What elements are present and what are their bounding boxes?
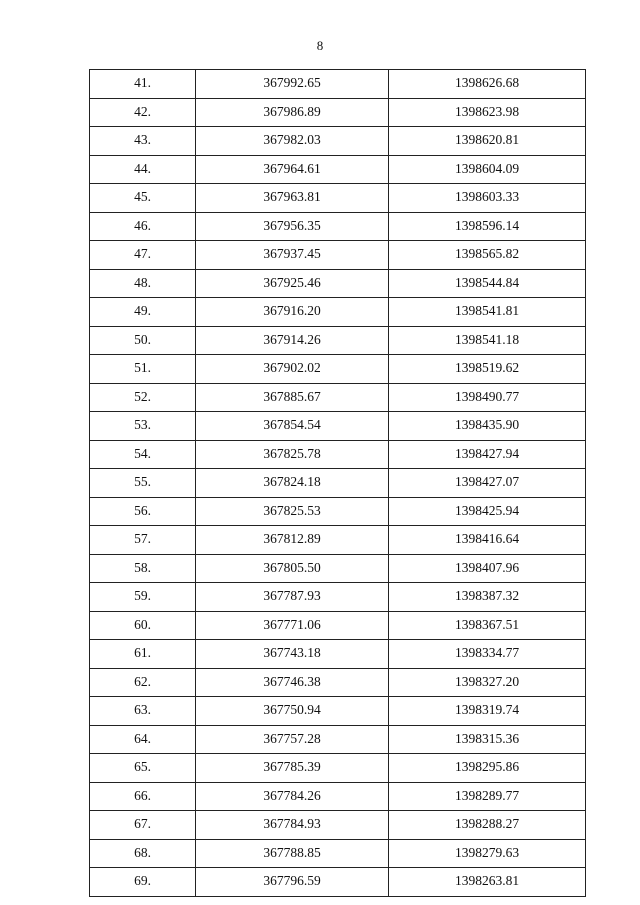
point-number-cell: 57.	[90, 526, 196, 555]
table-row	[90, 155, 586, 184]
x-coordinate-cell: 367785.39	[196, 754, 389, 783]
x-coordinate-cell: 367771.06	[196, 611, 389, 640]
y-coordinate-cell: 1398367.51	[389, 611, 586, 640]
y-coordinate-cell: 1398295.86	[389, 754, 586, 783]
x-coordinate-cell: 367963.81	[196, 184, 389, 213]
x-coordinate-cell: 367982.03	[196, 127, 389, 156]
x-coordinate-cell: 367992.65	[196, 70, 389, 99]
table-row	[90, 697, 586, 726]
y-coordinate-cell: 1398425.94	[389, 497, 586, 526]
y-coordinate-cell: 1398596.14	[389, 212, 586, 241]
y-coordinate-cell: 1398387.32	[389, 583, 586, 612]
y-coordinate-cell: 1398327.20	[389, 668, 586, 697]
y-coordinate-cell: 1398416.64	[389, 526, 586, 555]
y-coordinate-cell: 1398620.81	[389, 127, 586, 156]
table-row	[90, 640, 586, 669]
point-number-cell: 48.	[90, 269, 196, 298]
x-coordinate-cell: 367812.89	[196, 526, 389, 555]
y-coordinate-cell: 1398490.77	[389, 383, 586, 412]
table-row	[90, 383, 586, 412]
y-coordinate-cell: 1398541.81	[389, 298, 586, 327]
point-number-cell: 52.	[90, 383, 196, 412]
x-coordinate-cell: 367784.93	[196, 811, 389, 840]
x-coordinate-cell: 367805.50	[196, 554, 389, 583]
point-number-cell: 65.	[90, 754, 196, 783]
x-coordinate-cell: 367796.59	[196, 868, 389, 897]
table-row	[90, 355, 586, 384]
table-row	[90, 611, 586, 640]
table-row	[90, 526, 586, 555]
y-coordinate-cell: 1398435.90	[389, 412, 586, 441]
point-number-cell: 60.	[90, 611, 196, 640]
point-number-cell: 44.	[90, 155, 196, 184]
point-number-cell: 62.	[90, 668, 196, 697]
x-coordinate-cell: 367986.89	[196, 98, 389, 127]
point-number-cell: 43.	[90, 127, 196, 156]
point-number-cell: 64.	[90, 725, 196, 754]
point-number-cell: 50.	[90, 326, 196, 355]
y-coordinate-cell: 1398565.82	[389, 241, 586, 270]
x-coordinate-cell: 367787.93	[196, 583, 389, 612]
point-number-cell: 53.	[90, 412, 196, 441]
point-number-cell: 59.	[90, 583, 196, 612]
point-number-cell: 66.	[90, 782, 196, 811]
y-coordinate-cell: 1398319.74	[389, 697, 586, 726]
y-coordinate-cell: 1398604.09	[389, 155, 586, 184]
table-row	[90, 782, 586, 811]
table-row	[90, 811, 586, 840]
point-number-cell: 67.	[90, 811, 196, 840]
table-row	[90, 212, 586, 241]
x-coordinate-cell: 367885.67	[196, 383, 389, 412]
point-number-cell: 56.	[90, 497, 196, 526]
y-coordinate-cell: 1398427.94	[389, 440, 586, 469]
table-row	[90, 583, 586, 612]
x-coordinate-cell: 367743.18	[196, 640, 389, 669]
x-coordinate-cell: 367937.45	[196, 241, 389, 270]
point-number-cell: 51.	[90, 355, 196, 384]
x-coordinate-cell: 367956.35	[196, 212, 389, 241]
x-coordinate-cell: 367964.61	[196, 155, 389, 184]
point-number-cell: 42.	[90, 98, 196, 127]
table-row	[90, 298, 586, 327]
x-coordinate-cell: 367788.85	[196, 839, 389, 868]
table-row	[90, 184, 586, 213]
y-coordinate-cell: 1398623.98	[389, 98, 586, 127]
table-row	[90, 127, 586, 156]
x-coordinate-cell: 367750.94	[196, 697, 389, 726]
point-number-cell: 58.	[90, 554, 196, 583]
point-number-cell: 41.	[90, 70, 196, 99]
table-row	[90, 326, 586, 355]
y-coordinate-cell: 1398279.63	[389, 839, 586, 868]
x-coordinate-cell: 367746.38	[196, 668, 389, 697]
y-coordinate-cell: 1398263.81	[389, 868, 586, 897]
x-coordinate-cell: 367757.28	[196, 725, 389, 754]
table-row	[90, 497, 586, 526]
table-row	[90, 440, 586, 469]
y-coordinate-cell: 1398288.27	[389, 811, 586, 840]
point-number-cell: 69.	[90, 868, 196, 897]
table-row	[90, 668, 586, 697]
table-row	[90, 554, 586, 583]
point-number-cell: 47.	[90, 241, 196, 270]
point-number-cell: 55.	[90, 469, 196, 498]
y-coordinate-cell: 1398407.96	[389, 554, 586, 583]
y-coordinate-cell: 1398603.33	[389, 184, 586, 213]
table-row	[90, 725, 586, 754]
x-coordinate-cell: 367914.26	[196, 326, 389, 355]
table-row	[90, 241, 586, 270]
y-coordinate-cell: 1398334.77	[389, 640, 586, 669]
y-coordinate-cell: 1398315.36	[389, 725, 586, 754]
x-coordinate-cell: 367916.20	[196, 298, 389, 327]
table-row	[90, 98, 586, 127]
point-number-cell: 54.	[90, 440, 196, 469]
point-number-cell: 68.	[90, 839, 196, 868]
x-coordinate-cell: 367824.18	[196, 469, 389, 498]
page-number: 8	[316, 38, 324, 53]
table-row	[90, 70, 586, 99]
point-number-cell: 45.	[90, 184, 196, 213]
coordinates-table-body	[90, 70, 586, 897]
x-coordinate-cell: 367902.02	[196, 355, 389, 384]
table-row	[90, 868, 586, 897]
x-coordinate-cell: 367925.46	[196, 269, 389, 298]
y-coordinate-cell: 1398289.77	[389, 782, 586, 811]
y-coordinate-cell: 1398427.07	[389, 469, 586, 498]
y-coordinate-cell: 1398541.18	[389, 326, 586, 355]
x-coordinate-cell: 367825.53	[196, 497, 389, 526]
point-number-cell: 61.	[90, 640, 196, 669]
y-coordinate-cell: 1398626.68	[389, 70, 586, 99]
y-coordinate-cell: 1398519.62	[389, 355, 586, 384]
point-number-cell: 63.	[90, 697, 196, 726]
coordinates-table	[89, 69, 586, 897]
x-coordinate-cell: 367825.78	[196, 440, 389, 469]
table-row	[90, 839, 586, 868]
x-coordinate-cell: 367854.54	[196, 412, 389, 441]
point-number-cell: 49.	[90, 298, 196, 327]
table-row	[90, 269, 586, 298]
point-number-cell: 46.	[90, 212, 196, 241]
x-coordinate-cell: 367784.26	[196, 782, 389, 811]
table-row	[90, 469, 586, 498]
y-coordinate-cell: 1398544.84	[389, 269, 586, 298]
table-row	[90, 412, 586, 441]
table-row	[90, 754, 586, 783]
